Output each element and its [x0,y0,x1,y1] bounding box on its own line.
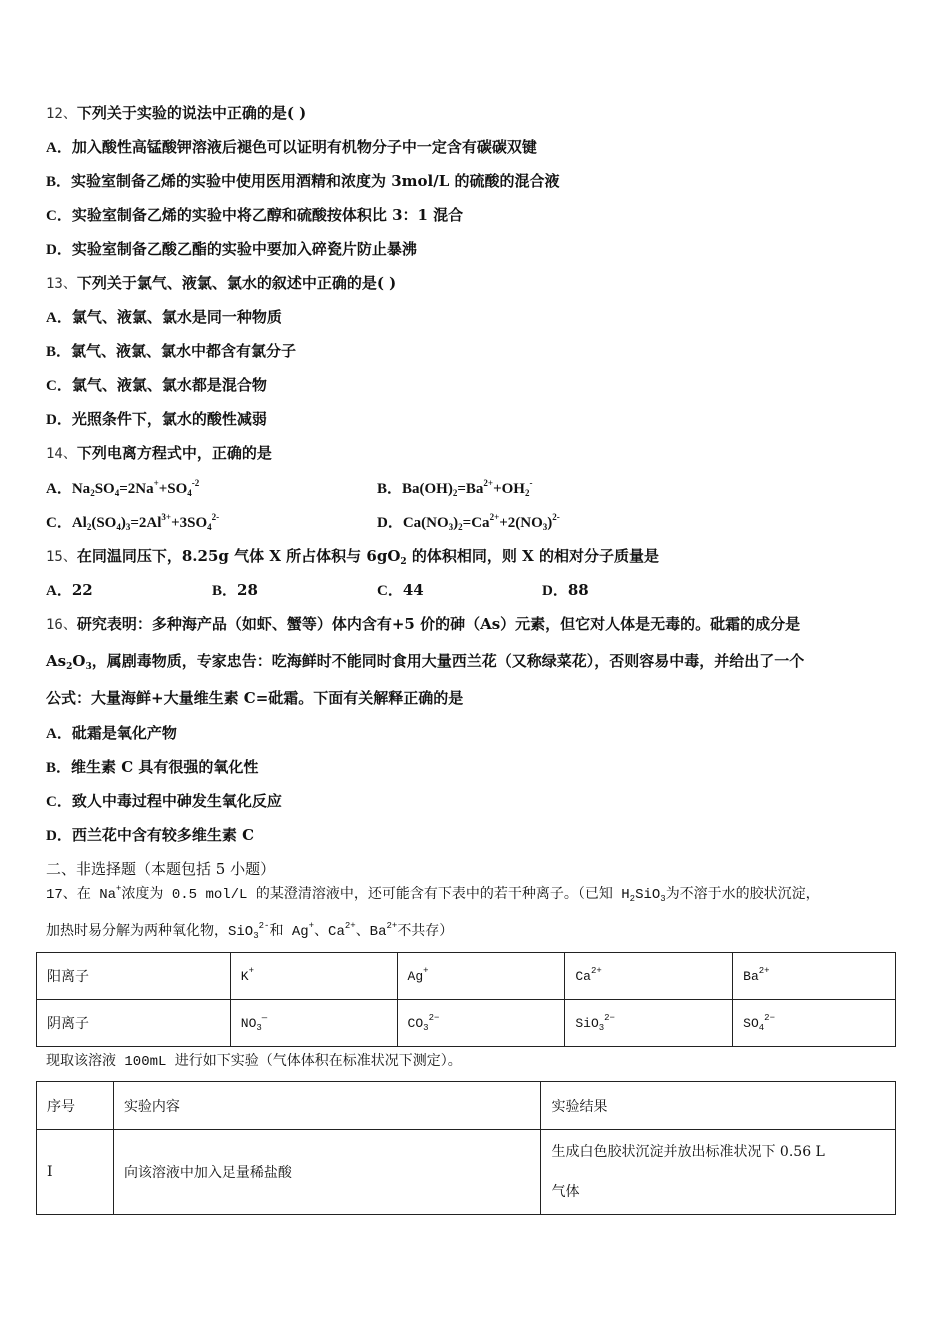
row-header-anions: 阴离子 [37,1000,231,1047]
option-text: 氯气、液氯、氯水是同一种物质 [71,308,282,326]
question-stem-text: 公式：大量海鲜+大量维生素 C=砒霜。下面有关解释正确的是 [46,689,464,707]
table-row-anions [37,1000,896,1047]
ion-cell: K+ [230,953,397,1000]
experiment-intro-text: 现取该溶液 100mL 进行如下实验（气体体积在标准状况下测定）。 [46,1054,462,1070]
experiment-index: Ⅰ [37,1130,114,1215]
question-13-option-d [46,409,267,430]
column-header: 序号 [37,1082,114,1130]
column-header: 实验内容 [113,1082,541,1130]
option-text: 砒霜是氧化产物 [71,724,177,742]
option-text: 实验室制备乙烯的实验中使用医用酒精和浓度为 3mol/L 的硫酸的混合液 [71,172,560,190]
question-16-stem-line-3 [46,688,463,708]
row-header-cations: 阳离子 [37,953,231,1000]
question-14-option-d [377,512,560,533]
question-number: 14、 [46,446,77,462]
question-16-option-c [46,791,282,812]
question-number: 17、 [46,887,77,903]
question-stem-text: 下列关于实验的说法中正确的是( ) [76,104,307,122]
option-equation: $Ca(NO_3)_2=Ca^{2+}+2(NO_3)^{2-}$ [402,512,560,532]
question-13-option-c [46,375,267,396]
option-text: 22 [71,581,93,599]
option-text: 维生素 C 具有很强的氧化性 [71,758,259,776]
option-text: 88 [567,581,589,599]
question-14-option-b [377,478,532,499]
table-row [37,1130,896,1215]
question-12-stem [46,103,306,124]
option-text: 氯气、液氯、氯水中都含有氯分子 [71,342,297,360]
question-12-option-a [46,137,537,158]
ion-cell: $Ba^{2+}$ [733,953,896,1000]
option-label: D． [46,828,72,844]
question-stem-text: $As_2O_3$，属剧毒物质，专家忠告：吃海鲜时不能同时食用大量西兰花（又称绿菜花），否则容易中毒，并给出了一个 [46,652,805,672]
option-label: A． [46,481,72,497]
question-14-option-c [46,512,219,533]
question-14-option-a [46,478,199,499]
option-label: C． [46,794,72,810]
option-text: 实验室制备乙烯的实验中将乙醇和硫酸按体积比 3：1 混合 [71,206,464,224]
question-number: 12、 [46,106,77,122]
experiment-result-line: 气体 [551,1184,580,1200]
option-label: A． [46,726,72,742]
option-label: A． [46,583,72,599]
option-equation: $Al_2(SO_4)_3=2Al^{3+}+3SO_4^{2-}$ [71,512,220,532]
option-label: A． [46,310,72,326]
option-equation: $Na_2SO_4=2Na^++SO_4^{-2}$ [71,478,200,498]
question-13-option-b [46,341,296,362]
section-heading [46,859,275,879]
table-row-cations [37,953,896,1000]
option-label: B． [212,583,238,599]
question-14-stem [46,443,272,464]
ion-cell: $SO_4^{2-}$ [733,1000,896,1047]
question-13-stem [46,273,396,294]
question-12-option-b [46,171,560,192]
ion-cell: $Ca^{2+}$ [565,953,733,1000]
question-number: 15、 [46,549,77,565]
experiment-result-line: 生成白色胶状沉淀并放出标准状况下 0.56 L [551,1144,825,1160]
option-text: 光照条件下，氯水的酸性减弱 [71,410,267,428]
ion-cell: Ag+ [397,953,565,1000]
table-header-row [37,1082,896,1130]
question-16-option-b [46,757,258,778]
option-label: C． [46,378,72,394]
option-equation: $Ba(OH)_2=Ba^{2+}+OH_2^-$ [402,478,533,498]
option-label: C． [377,583,403,599]
option-label: B． [377,481,403,497]
experiment-content: 向该溶液中加入足量稀盐酸 [113,1130,541,1215]
question-stem-text: 研究表明：多种海产品（如虾、蟹等）体内含有+5 价的砷（As）元素，但它对人体是无毒的。砒霜的成分是 [76,615,801,633]
question-15-option-a [46,580,93,601]
question-15-option-d [542,580,589,601]
question-number: 16、 [46,617,77,633]
ion-cell: $CO_3^{2-}$ [397,1000,565,1047]
option-text: 致人中毒过程中砷发生氧化反应 [71,792,282,810]
option-text: 28 [237,581,258,599]
experiment-result [541,1130,896,1215]
option-text: 实验室制备乙酸乙酯的实验中要加入碎瓷片防止暴沸 [71,240,417,258]
question-17-stem-line-2 [46,922,453,942]
question-stem-text: 下列关于氯气、液氯、氯水的叙述中正确的是( ) [76,274,397,292]
question-16-option-d [46,825,254,846]
option-label: C． [46,208,72,224]
experiment-table [36,1081,896,1215]
option-label: B． [46,344,72,360]
question-17-stem-line-1 [46,885,820,905]
option-text: 西兰花中含有较多维生素 C [71,826,255,844]
question-16-option-a [46,723,177,744]
option-text: 44 [402,581,424,599]
option-label: D． [46,242,72,258]
question-12-option-c [46,205,463,226]
question-15-option-b [212,580,258,601]
question-13-option-a [46,307,282,328]
ion-cell: $NO_3^—$ [230,1000,397,1047]
option-text: 氯气、液氯、氯水都是混合物 [71,376,267,394]
column-header: 实验结果 [541,1082,896,1130]
section-heading-text: 二、非选择题（本题包括 5 小题） [46,860,276,878]
ion-table [36,952,896,1047]
question-stem-text: 加热时易分解为两种氧化物，SiO$_3^{2-}$和 Ag+、$Ca^{2+}$、$Ba^{2+}$不共存） [46,921,454,941]
question-16-stem-line-1 [46,614,800,635]
question-stem-text: 下列电离方程式中，正确的是 [76,444,272,462]
question-stem-text: 在 Na+浓度为 0.5 mol/L 的某澄清溶液中，还可能含有下表中的若干种离子。（已知 $H_2SiO_3$为不溶于水的胶状沉淀， [76,884,820,904]
option-label: B． [46,760,72,776]
option-text: 加入酸性高锰酸钾溶液后褪色可以证明有机物分子中一定含有碳碳双键 [71,138,537,156]
experiment-intro [46,1052,462,1072]
question-stem-text: 在同温同压下，8.25g 气体 X 所占体积与 $6gO_2$ 的体积相同，则 X 的相对分子质量是 [76,547,659,567]
question-15-stem [46,546,659,567]
question-12-option-d [46,239,417,260]
question-number: 13、 [46,276,77,292]
option-label: B． [46,174,72,190]
option-label: C． [46,515,72,531]
option-label: D． [46,412,72,428]
option-label: D． [377,515,403,531]
question-15-option-c [377,580,424,601]
option-label: D． [542,583,568,599]
ion-cell: SiO$_3^{2-}$ [565,1000,733,1047]
question-16-stem-line-2 [46,651,804,671]
option-label: A． [46,140,72,156]
